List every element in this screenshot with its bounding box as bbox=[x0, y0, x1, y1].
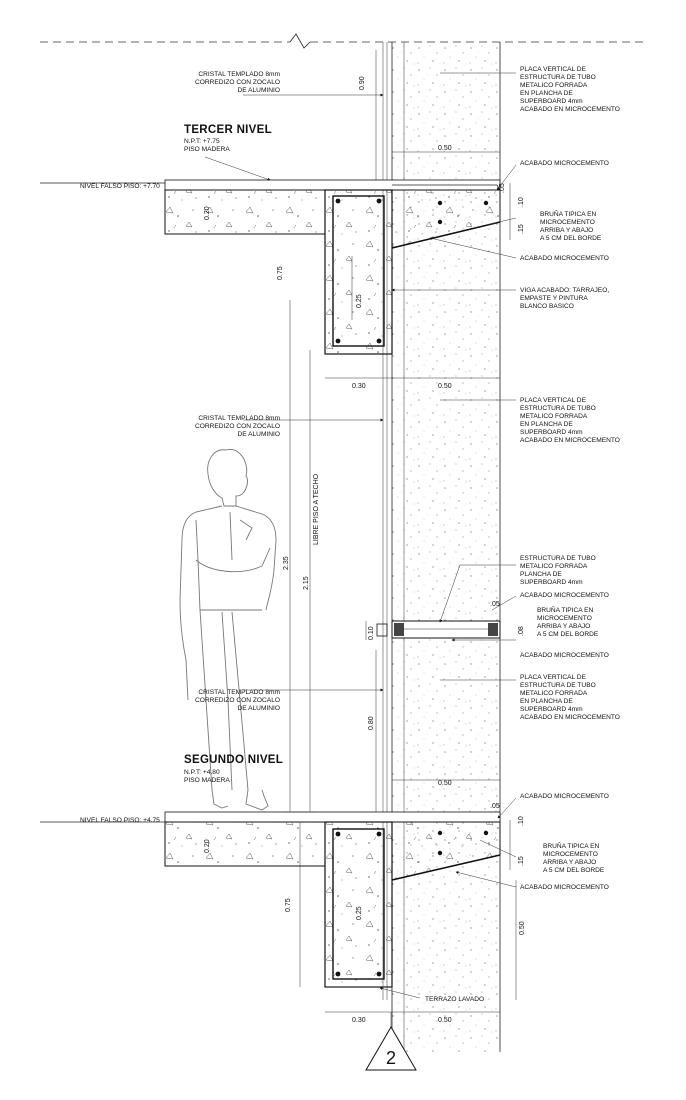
svg-text:.05: .05 bbox=[490, 601, 500, 608]
svg-text:ACABADO MICROCEMENTO: ACABADO MICROCEMENTO bbox=[520, 592, 609, 599]
svg-text:LIBRE PISO A TECHO: LIBRE PISO A TECHO bbox=[313, 473, 320, 545]
svg-text:ESTRUCTURA DE TUBO: ESTRUCTURA DE TUBO bbox=[520, 74, 596, 81]
svg-text:CRISTAL TEMPLADO 8mm: CRISTAL TEMPLADO 8mm bbox=[198, 689, 280, 696]
svg-text:A 5 CM DEL BORDE: A 5 CM DEL BORDE bbox=[537, 631, 599, 638]
svg-text:ACABADO EN MICROCEMENTO: ACABADO EN MICROCEMENTO bbox=[520, 714, 620, 721]
svg-text:SUPERBOARD 4mm: SUPERBOARD 4mm bbox=[520, 429, 583, 436]
svg-text:0.75: 0.75 bbox=[285, 898, 292, 912]
svg-text:BLANCO BASICO: BLANCO BASICO bbox=[520, 303, 574, 310]
svg-text:0.20: 0.20 bbox=[204, 839, 211, 853]
svg-text:PISO MADERA: PISO MADERA bbox=[184, 146, 230, 153]
svg-text:EN PLANCHA DE: EN PLANCHA DE bbox=[520, 421, 573, 428]
svg-text:DE ALUMINIO: DE ALUMINIO bbox=[237, 431, 280, 438]
svg-text:TERCER NIVEL: TERCER NIVEL bbox=[184, 124, 272, 136]
note-glass-top bbox=[195, 71, 280, 94]
note-acabado-1 bbox=[520, 160, 609, 167]
section-number: 2 bbox=[385, 1048, 397, 1068]
svg-text:ARRIBA Y ABAJO: ARRIBA Y ABAJO bbox=[537, 623, 591, 630]
note-panel-bottom bbox=[520, 674, 620, 721]
svg-text:DE ALUMINIO: DE ALUMINIO bbox=[237, 705, 280, 712]
svg-text:CRISTAL TEMPLADO 8mm: CRISTAL TEMPLADO 8mm bbox=[198, 71, 280, 78]
svg-text:METALICO FORRADA: METALICO FORRADA bbox=[520, 563, 588, 570]
svg-text:BRUÑA TIPICA EN: BRUÑA TIPICA EN bbox=[540, 211, 597, 218]
svg-text:.05: .05 bbox=[499, 183, 506, 193]
svg-text:SUPERBOARD 4mm: SUPERBOARD 4mm bbox=[520, 706, 583, 713]
svg-text:.15: .15 bbox=[518, 224, 525, 234]
svg-text:0.50: 0.50 bbox=[438, 383, 452, 390]
note-glass-middle bbox=[195, 415, 280, 438]
svg-text:0.80: 0.80 bbox=[368, 716, 375, 730]
svg-text:0.10: 0.10 bbox=[368, 626, 375, 640]
svg-text:CORREDIZO CON ZOCALO: CORREDIZO CON ZOCALO bbox=[195, 697, 280, 704]
svg-text:EN PLANCHA DE: EN PLANCHA DE bbox=[520, 698, 573, 705]
svg-text:SUPERBOARD 4mm: SUPERBOARD 4mm bbox=[520, 98, 583, 105]
svg-text:SUPERBOARD 4mm: SUPERBOARD 4mm bbox=[520, 579, 583, 586]
svg-text:ARRIBA Y ABAJO: ARRIBA Y ABAJO bbox=[543, 859, 597, 866]
svg-text:0.25: 0.25 bbox=[356, 906, 363, 920]
note-acabado-4 bbox=[520, 652, 609, 659]
note-bruna-2 bbox=[537, 605, 599, 638]
svg-text:N.P.T: +4.80: N.P.T: +4.80 bbox=[184, 769, 220, 776]
note-acabado-3 bbox=[520, 592, 609, 599]
note-glass-bottom bbox=[195, 689, 280, 712]
svg-text:EMPASTE Y PINTURA: EMPASTE Y PINTURA bbox=[520, 295, 588, 302]
svg-text:0.90: 0.90 bbox=[359, 76, 366, 90]
svg-text:PLACA VERTICAL DE: PLACA VERTICAL DE bbox=[520, 674, 586, 681]
svg-text:.10: .10 bbox=[518, 816, 525, 826]
note-bruna-1 bbox=[540, 209, 602, 242]
svg-text:0.50: 0.50 bbox=[438, 1017, 452, 1024]
svg-text:ARRIBA Y ABAJO: ARRIBA Y ABAJO bbox=[540, 227, 594, 234]
svg-text:ACABADO EN MICROCEMENTO: ACABADO EN MICROCEMENTO bbox=[520, 106, 620, 113]
middle-ledge bbox=[377, 621, 500, 638]
note-terrazo bbox=[425, 996, 484, 1003]
svg-text:BRUÑA TIPICA EN: BRUÑA TIPICA EN bbox=[537, 607, 594, 614]
svg-text:DE ALUMINIO: DE ALUMINIO bbox=[237, 87, 280, 94]
svg-text:METALICO FORRADA: METALICO FORRADA bbox=[520, 413, 588, 420]
svg-text:0.50: 0.50 bbox=[438, 780, 452, 787]
svg-text:MICROCEMENTO: MICROCEMENTO bbox=[537, 615, 592, 622]
svg-text:ESTRUCTURA DE TUBO: ESTRUCTURA DE TUBO bbox=[520, 405, 596, 412]
svg-text:PLANCHA DE: PLANCHA DE bbox=[520, 571, 562, 578]
svg-text:N.P.T: +7.75: N.P.T: +7.75 bbox=[184, 138, 220, 145]
svg-text:CRISTAL TEMPLADO 8mm: CRISTAL TEMPLADO 8mm bbox=[198, 415, 280, 422]
note-acabado-2 bbox=[520, 255, 609, 262]
svg-text:ACABADO MICROCEMENTO: ACABADO MICROCEMENTO bbox=[520, 255, 609, 262]
note-panel-middle bbox=[520, 397, 620, 444]
svg-text:METALICO FORRADA: METALICO FORRADA bbox=[520, 690, 588, 697]
note-acabado-6 bbox=[520, 884, 609, 891]
svg-text:0.50: 0.50 bbox=[519, 921, 526, 935]
svg-text:TERRAZO LAVADO: TERRAZO LAVADO bbox=[425, 996, 485, 1003]
top-break-line bbox=[40, 34, 646, 48]
svg-text:MICROCEMENTO: MICROCEMENTO bbox=[543, 851, 598, 858]
svg-text:A 5 CM DEL BORDE: A 5 CM DEL BORDE bbox=[543, 867, 605, 874]
svg-text:.15: .15 bbox=[518, 856, 525, 866]
svg-text:.08: .08 bbox=[518, 626, 525, 636]
svg-text:0.30: 0.30 bbox=[352, 383, 366, 390]
svg-text:0.30: 0.30 bbox=[352, 1017, 366, 1024]
svg-text:CORREDIZO CON ZOCALO: CORREDIZO CON ZOCALO bbox=[195, 423, 280, 430]
svg-text:ESTRUCTURA DE TUBO: ESTRUCTURA DE TUBO bbox=[520, 682, 596, 689]
note-bruna-3 bbox=[543, 841, 605, 874]
svg-text:PISO MADERA: PISO MADERA bbox=[184, 777, 230, 784]
svg-text:.10: .10 bbox=[518, 197, 525, 207]
svg-text:0.20: 0.20 bbox=[204, 206, 211, 220]
svg-text:.05: .05 bbox=[490, 803, 500, 810]
svg-text:2.15: 2.15 bbox=[303, 576, 310, 590]
svg-text:ESTRUCTURA DE TUBO: ESTRUCTURA DE TUBO bbox=[520, 555, 596, 562]
svg-text:A 5 CM DEL BORDE: A 5 CM DEL BORDE bbox=[540, 235, 602, 242]
svg-text:0.50: 0.50 bbox=[438, 145, 452, 152]
svg-text:ACABADO MICROCEMENTO: ACABADO MICROCEMENTO bbox=[520, 793, 609, 800]
note-estructura bbox=[520, 555, 596, 586]
svg-text:ACABADO MICROCEMENTO: ACABADO MICROCEMENTO bbox=[520, 160, 609, 167]
svg-text:ACABADO EN MICROCEMENTO: ACABADO EN MICROCEMENTO bbox=[520, 437, 620, 444]
note-panel-top bbox=[520, 66, 620, 113]
svg-text:ACABADO MICROCEMENTO: ACABADO MICROCEMENTO bbox=[520, 884, 609, 891]
svg-text:NIVEL FALSO PISO: +4.75: NIVEL FALSO PISO: +4.75 bbox=[80, 817, 160, 824]
svg-text:CORREDIZO CON ZOCALO: CORREDIZO CON ZOCALO bbox=[195, 79, 280, 86]
svg-text:0.25: 0.25 bbox=[356, 294, 363, 308]
svg-text:NIVEL FALSO PISO: +7.70: NIVEL FALSO PISO: +7.70 bbox=[80, 183, 160, 190]
svg-text:EN PLANCHA DE: EN PLANCHA DE bbox=[520, 90, 573, 97]
svg-text:PLACA VERTICAL DE: PLACA VERTICAL DE bbox=[520, 66, 586, 73]
svg-text:SEGUNDO NIVEL: SEGUNDO NIVEL bbox=[184, 754, 284, 766]
svg-text:PLACA VERTICAL DE: PLACA VERTICAL DE bbox=[520, 397, 586, 404]
svg-text:METALICO FORRADA: METALICO FORRADA bbox=[520, 82, 588, 89]
svg-text:2.35: 2.35 bbox=[283, 556, 290, 570]
svg-text:VIGA ACABADO: TARRAJEO,: VIGA ACABADO: TARRAJEO, bbox=[520, 287, 610, 294]
svg-text:MICROCEMENTO: MICROCEMENTO bbox=[540, 219, 595, 226]
note-acabado-5 bbox=[520, 793, 609, 800]
svg-text:ACABADO MICROCEMENTO: ACABADO MICROCEMENTO bbox=[520, 652, 609, 659]
note-viga bbox=[520, 287, 609, 310]
svg-text:BRUÑA TIPICA EN: BRUÑA TIPICA EN bbox=[543, 843, 600, 850]
svg-text:0.75: 0.75 bbox=[277, 266, 284, 280]
